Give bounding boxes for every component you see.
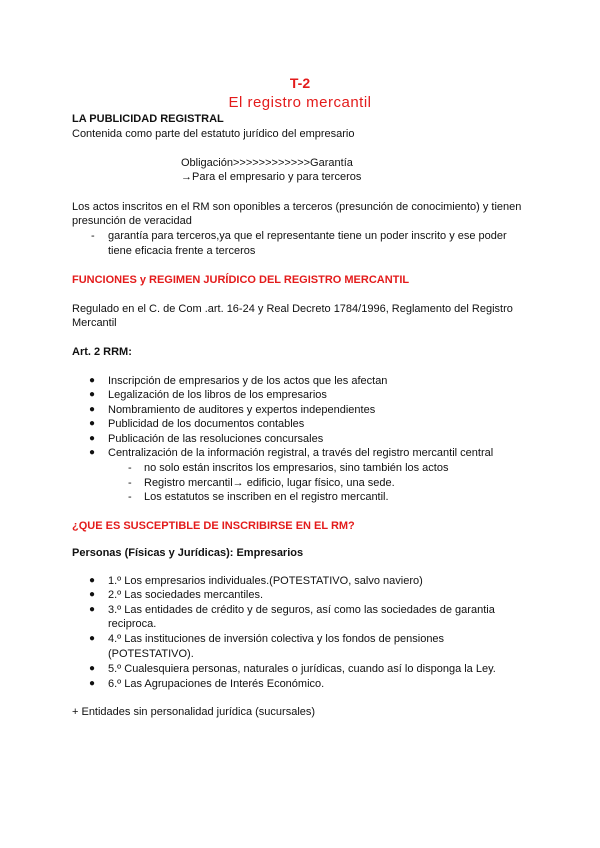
section-heading-inscribir: ¿QUE ES SUSCEPTIBLE DE INSCRIBIRSE EN EL RM? xyxy=(72,520,355,532)
arrow-para-terceros: →Para el empresario y para terceros xyxy=(181,171,362,183)
list-item-continuation: reciproca. xyxy=(108,618,157,630)
sub-list-item: no solo están inscritos los empresarios, sino también los actos xyxy=(144,462,449,474)
publicidad-paragraph-line1: Los actos inscritos en el RM son oponibles a terceros (presunción de conocimiento) y tienen xyxy=(72,201,522,213)
list-item: Legalización de los libros de los empresarios xyxy=(108,389,327,401)
publicidad-intro: Contenida como parte del estatuto jurídico del empresario xyxy=(72,128,355,140)
list-item: Publicidad de los documentos contables xyxy=(108,418,305,430)
bullet-icon: ● xyxy=(89,447,96,458)
list-item: 1.º Los empresarios individuales.(POTESTATIVO, salvo naviero) xyxy=(108,575,423,587)
footer-note: + Entidades sin personalidad jurídica (sucursales) xyxy=(72,706,316,718)
publicidad-paragraph-line2: presunción de veracidad xyxy=(72,215,192,227)
section-heading-publicidad: LA PUBLICIDAD REGISTRAL xyxy=(72,113,224,125)
bullet-icon: ● xyxy=(89,678,96,689)
bullet-icon: ● xyxy=(89,633,96,644)
dash-marker: - xyxy=(128,477,132,489)
list-item: 3.º Las entidades de crédito y de seguros, así como las sociedades de garantia xyxy=(108,604,495,616)
sub-list-item: Registro mercantil→ edificio, lugar físico, una sede. xyxy=(144,477,395,489)
dash-item-line1: garantía para terceros,ya que el representante tiene un poder inscrito y ese poder xyxy=(108,230,507,242)
list-item: Centralización de la información registral, a través del registro mercantil central xyxy=(108,447,494,459)
list-item: Inscripción de empresarios y de los actos que les afectan xyxy=(108,375,388,387)
sub-list-item: Los estatutos se inscriben en el registro mercantil. xyxy=(144,491,389,503)
dash-marker: - xyxy=(128,491,132,503)
regulacion-line1: Regulado en el C. de Com .art. 16-24 y Real Decreto 1784/1996, Reglamento del Registro xyxy=(72,303,513,315)
regulacion-line2: Mercantil xyxy=(72,317,117,329)
list-item: 2.º Las sociedades mercantiles. xyxy=(108,589,264,601)
bullet-icon: ● xyxy=(89,418,96,429)
bullet-icon: ● xyxy=(89,663,96,674)
list-item-continuation: (POTESTATIVO). xyxy=(108,648,194,660)
list-item: Publicación de las resoluciones concursales xyxy=(108,433,324,445)
list-item: 4.º Las instituciones de inversión colectiva y los fondos de pensiones xyxy=(108,633,445,645)
document-code: T-2 xyxy=(289,75,311,91)
bullet-icon: ● xyxy=(89,433,96,444)
dash-marker: - xyxy=(91,230,95,242)
dash-item-line2: tiene eficacia frente a terceros xyxy=(108,245,256,257)
document-title: El registro mercantil xyxy=(228,94,372,111)
bullet-icon: ● xyxy=(89,389,96,400)
personas-subheading: Personas (Físicas y Jurídicas): Empresarios xyxy=(72,547,304,559)
bullet-icon: ● xyxy=(89,589,96,600)
dash-marker: - xyxy=(128,462,132,474)
section-heading-funciones: FUNCIONES y REGIMEN JURÍDICO DEL REGISTRO MERCANTIL xyxy=(72,274,410,286)
bullet-icon: ● xyxy=(89,404,96,415)
list-item: 6.º Las Agrupaciones de Interés Económico. xyxy=(108,678,325,690)
bullet-icon: ● xyxy=(89,575,96,586)
list-item: 5.º Cualesquiera personas, naturales o jurídicas, cuando así lo disponga la Ley. xyxy=(108,663,496,675)
bullet-icon: ● xyxy=(89,375,96,386)
obligacion-garantia-flow: Obligación>>>>>>>>>>>>Garantía xyxy=(181,157,353,169)
bullet-icon: ● xyxy=(89,604,96,615)
list-item: Nombramiento de auditores y expertos independientes xyxy=(108,404,376,416)
art-2-rrm-heading: Art. 2 RRM: xyxy=(72,346,132,358)
